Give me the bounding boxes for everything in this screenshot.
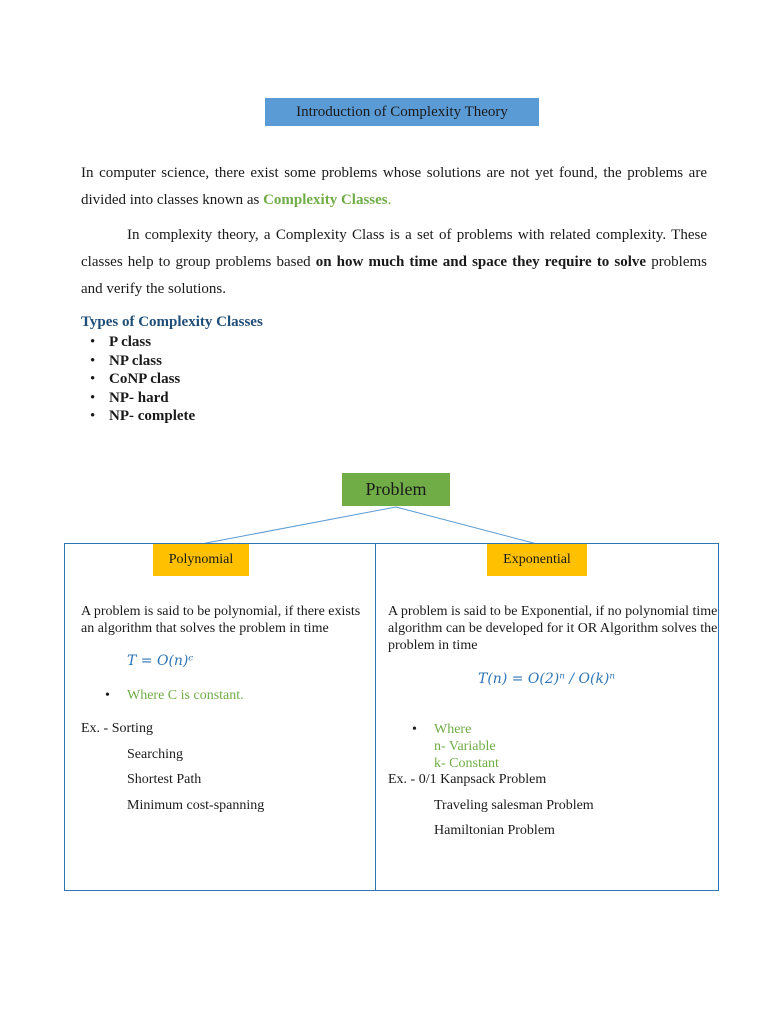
exponential-description: A problem is said to be Exponential, if no polynomial time algorithm can be developed for it OR Algorithm solves the problem in time xyxy=(388,604,718,653)
list-item: Traveling salesman Problem xyxy=(434,797,594,813)
polynomial-label-text: Polynomial xyxy=(168,552,234,567)
polynomial-examples-intro: Ex. - Sorting xyxy=(81,721,153,736)
polynomial-bullet: • Where C is constant. xyxy=(105,687,768,704)
exponential-label-text: Exponential xyxy=(503,552,571,567)
list-item: Searching xyxy=(127,746,183,762)
problem-node xyxy=(342,473,450,506)
connector-line-exponential xyxy=(396,507,537,544)
exponential-examples-intro: Ex. - 0/1 Kanpsack Problem xyxy=(388,772,547,787)
exponential-bullet-line: k- Constant xyxy=(434,756,499,771)
polynomial-examples xyxy=(81,716,264,818)
types-item: • NP- hard xyxy=(90,389,195,408)
exponential-bullet-line: • Where xyxy=(434,722,472,737)
intro-p1-end: . xyxy=(387,192,392,208)
list-item: Hamiltonian Problem xyxy=(434,823,555,838)
exponential-bullet xyxy=(412,721,768,772)
types-item: • NP class xyxy=(90,352,195,371)
list-item: Minimum cost-spanning xyxy=(127,797,265,813)
types-heading: Types of Complexity Classes xyxy=(81,314,263,330)
intro-p2-bold: on how much time and space they require to solve xyxy=(315,254,647,270)
polynomial-description: A problem is said to be polynomial, if there exists an algorithm that solves the problem in time xyxy=(81,604,361,636)
exponential-formula: T(n) = O(2)ⁿ / O(k)ⁿ xyxy=(478,671,616,687)
types-item: • CoNP class xyxy=(90,370,195,389)
connector-line-polynomial xyxy=(201,507,396,544)
types-item: • P class xyxy=(90,333,195,352)
polynomial-label xyxy=(153,544,249,576)
problem-node-label: Problem xyxy=(365,479,427,499)
intro-p2-text: In complexity theory, a Complexity Class is a set of problems with related complexity. These classes help to group problems based xyxy=(81,227,707,270)
column-divider xyxy=(375,543,376,891)
polynomial-formula: T = O(n)ᶜ xyxy=(127,653,194,669)
page-title-text: Introduction of Complexity Theory xyxy=(296,103,508,120)
types-item: • NP- complete xyxy=(90,407,195,426)
exponential-bullet-line: n- Variable xyxy=(434,739,496,754)
intro-p1-text: In computer science, there exist some problems whose solutions are not yet found, the problems are divided into classes known as xyxy=(81,165,707,208)
intro-p2-end: problems and verify the solutions. xyxy=(81,254,708,297)
exponential-label xyxy=(487,544,587,576)
complexity-classes-highlight: Complexity Classes xyxy=(263,192,388,208)
list-item: Shortest Path xyxy=(127,772,202,787)
exponential-examples xyxy=(388,767,594,844)
